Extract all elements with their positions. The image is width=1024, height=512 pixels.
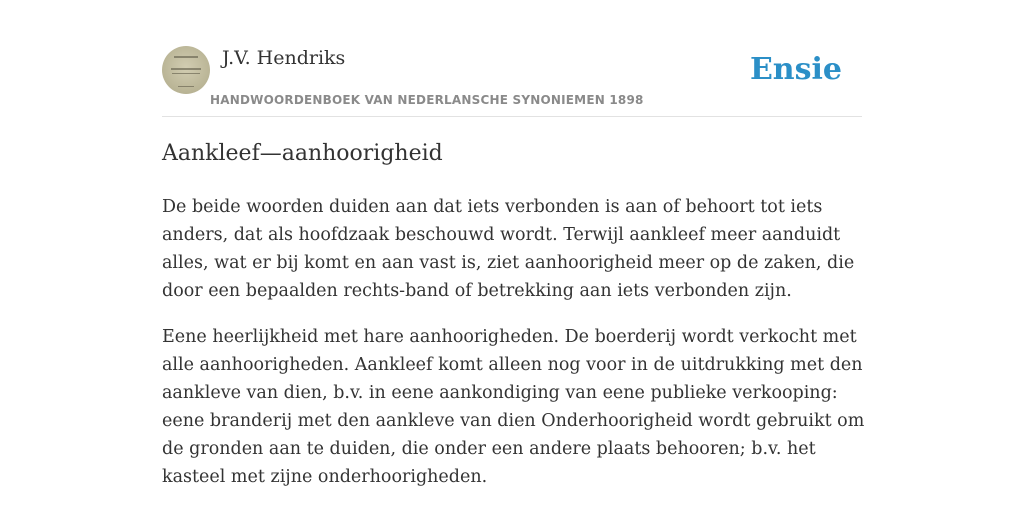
entry-body — [162, 193, 867, 509]
entry-paragraph: De beide woorden duiden aan dat iets verbonden is aan of behoort tot iets anders, dat als hoofdzaak beschouwd wordt. Terwijl aankleef meer aanduidt alles, wat er bij komt en aan vast is, ziet aanhoorigheid meer op de zaken, die door een bepaalden rechts-band of betrekking aan iets verbonden zijn. — [162, 197, 855, 301]
cover-decoration — [174, 56, 198, 58]
book-cover-avatar[interactable] — [162, 46, 210, 94]
author-name[interactable]: J.V. Hendriks — [222, 47, 346, 69]
cover-decoration — [172, 73, 200, 74]
cover-decoration — [171, 68, 201, 70]
entry-title: Aankleef—aanhoorigheid — [162, 141, 443, 166]
cover-decoration — [178, 86, 194, 87]
brand-logo[interactable]: Ensie — [749, 52, 842, 87]
source-title[interactable]: HANDWOORDENBOEK VAN NEDERLANSCHE SYNONIEMEN 1898 — [210, 93, 644, 107]
entry-paragraph: Eene heerlijkheid met hare aanhoorigheden. De boerderij wordt verkocht met alle aanhoorigheden. Aankleef komt alleen nog voor in de uitdrukking met den aankleve van dien, b.v. in eene aankondiging van eene publieke verkooping: eene branderij met den aankleve van dien Onderhoorigheid wordt gebruikt om de gronden aan te duiden, die onder een andere plaats behooren; b.v. het kasteel met zijne onderhoorigheden. — [162, 327, 865, 487]
header — [162, 46, 862, 117]
